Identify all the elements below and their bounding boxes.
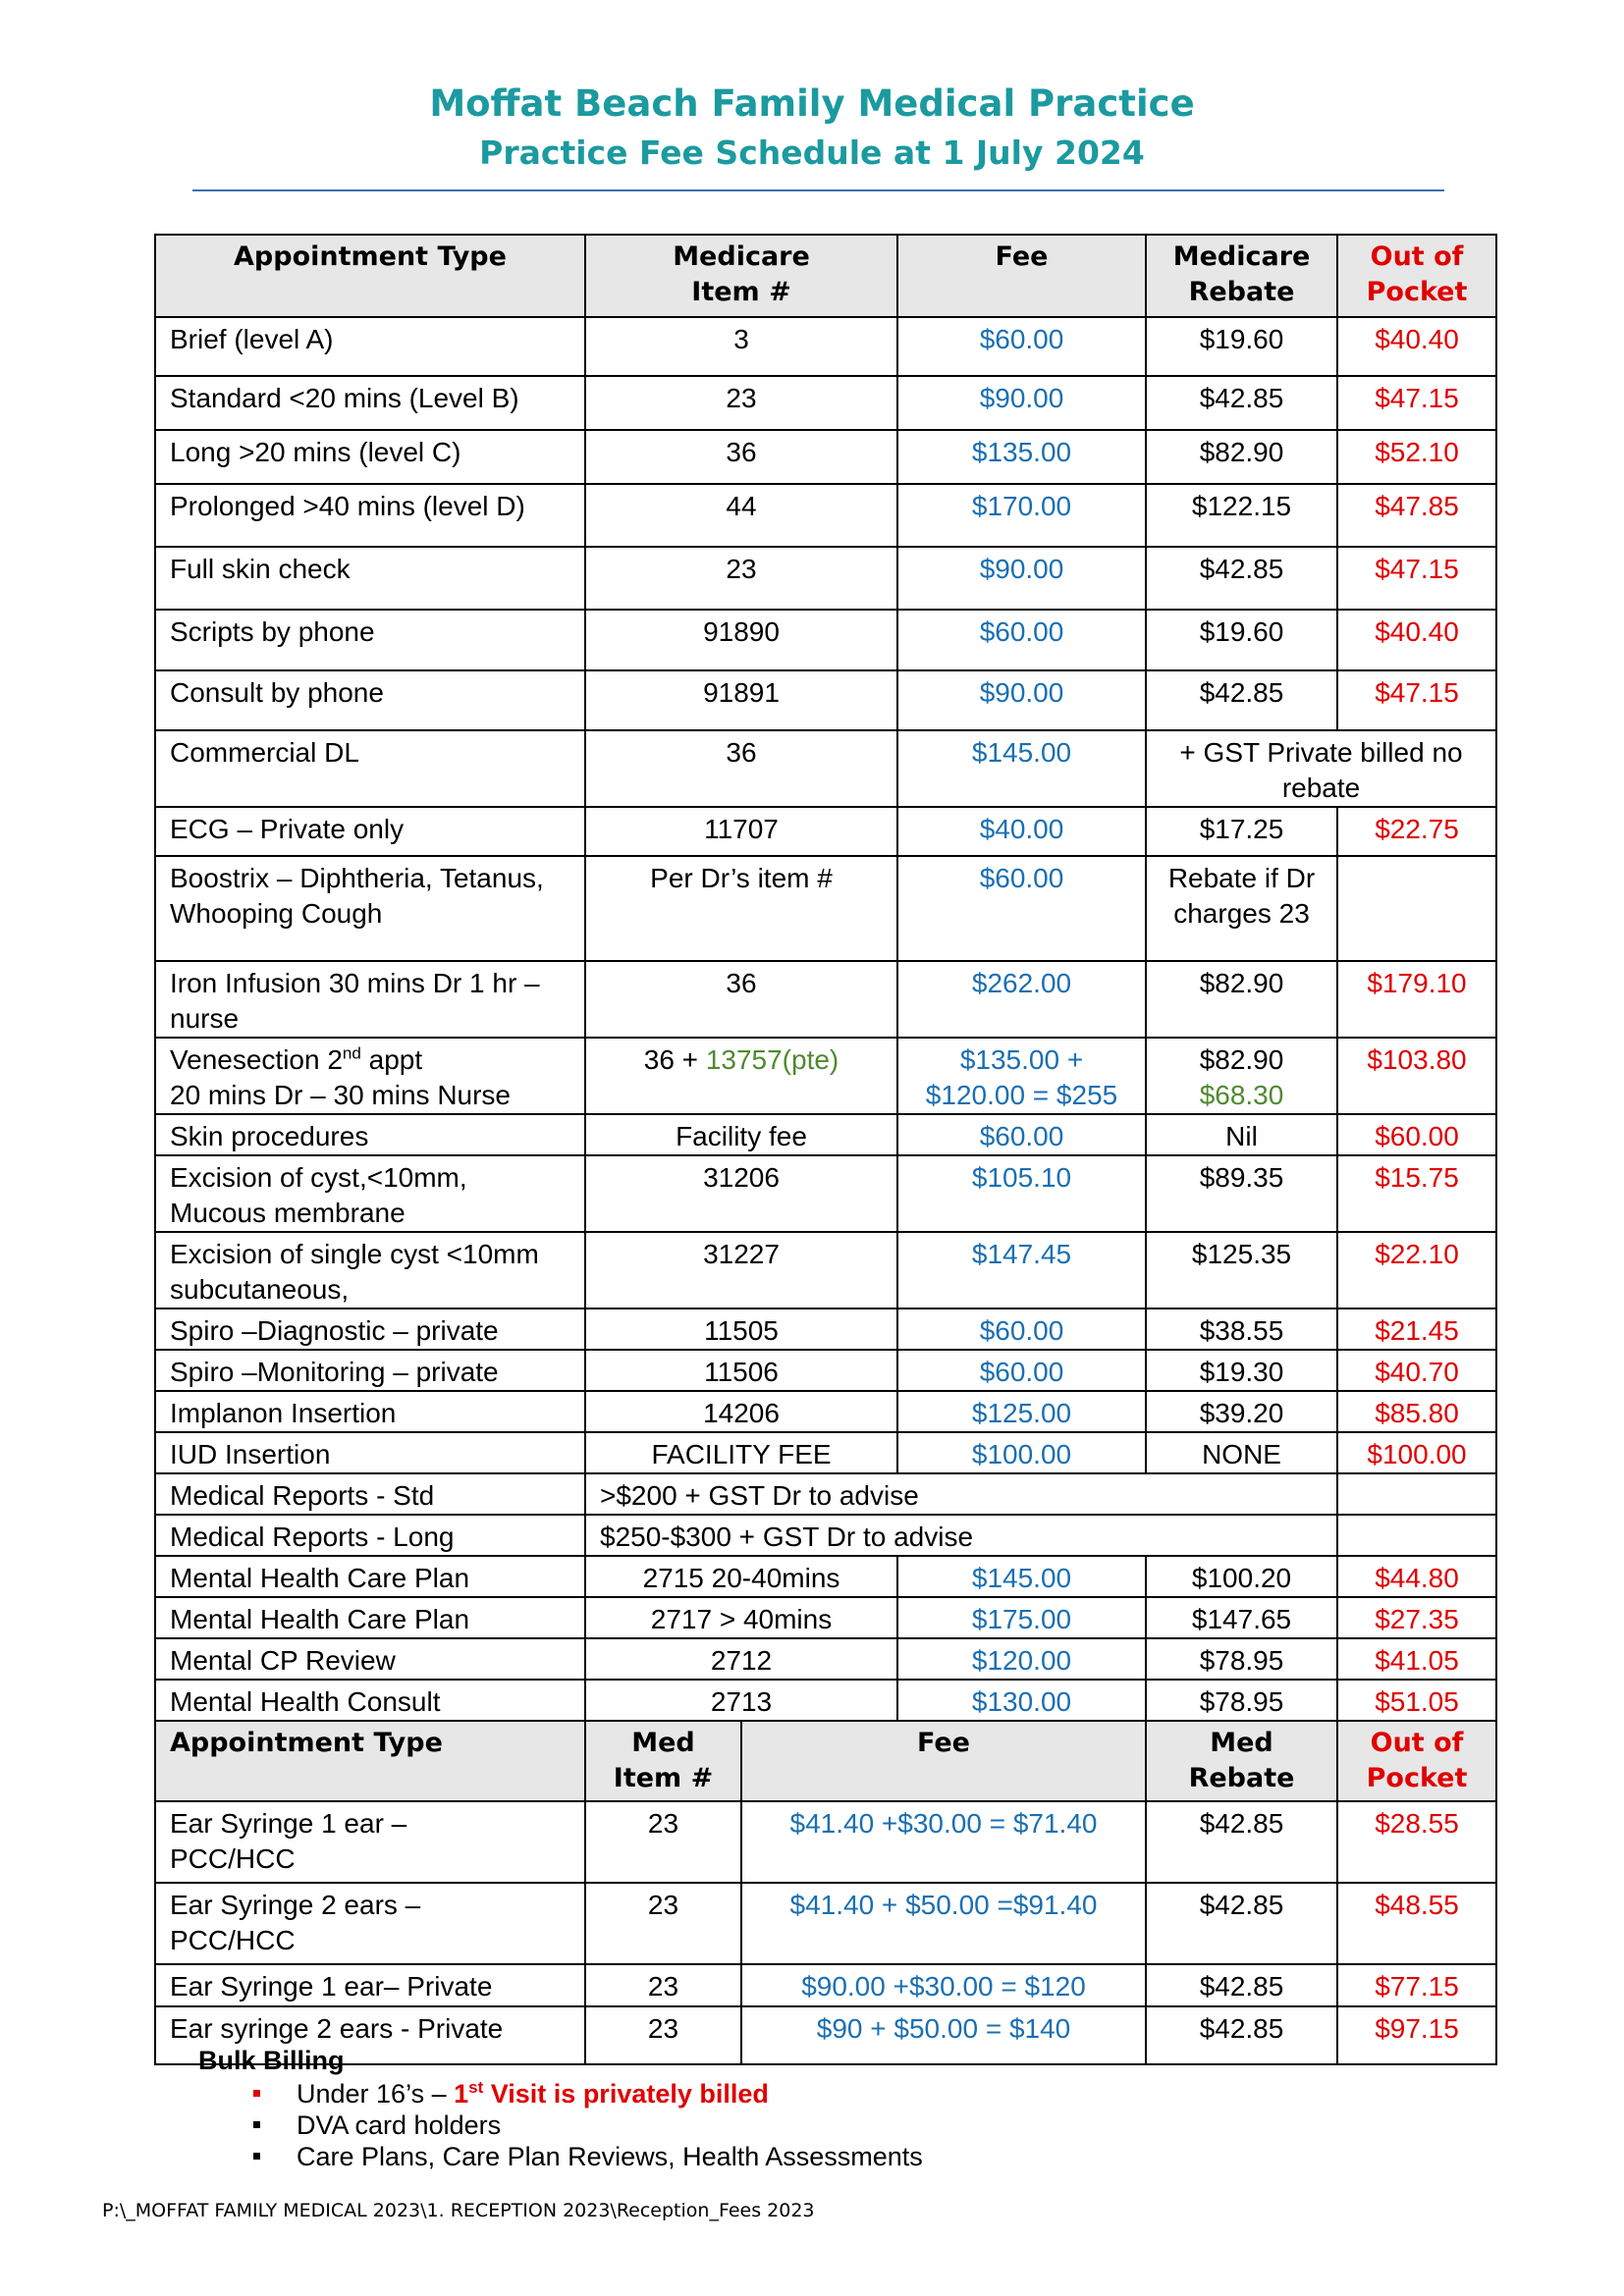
table-row: Mental CP Review 2712 $120.00 $78.95 $41.05 — [155, 1638, 1496, 1680]
table-row: Implanon Insertion 14206 $125.00 $39.20 $85.80 — [155, 1391, 1496, 1432]
table-header-row-2 — [155, 1721, 1496, 1801]
table-row: Medical Reports - Long $250-$300 + GST Dr to advise — [155, 1515, 1496, 1556]
col-header-item: Medicare Item # — [585, 235, 897, 317]
file-path-footer: P:\_MOFFAT FAMILY MEDICAL 2023\1. RECEPTION 2023\Reception_Fees 2023 — [102, 2200, 815, 2221]
table-row: Spiro –Monitoring – private 11506 $60.00 $19.30 $40.70 — [155, 1350, 1496, 1391]
col-header-rebate-2: Med Rebate — [1146, 1721, 1337, 1801]
fee-schedule-table — [154, 234, 1497, 2065]
table-row: IUD Insertion FACILITY FEE $100.00 NONE $100.00 — [155, 1432, 1496, 1473]
table-row: Excision of single cyst <10mm subcutaneous, 31227 $147.45 $125.35 $22.10 — [155, 1232, 1496, 1308]
col-header-type: Appointment Type — [155, 235, 585, 317]
table-row: Ear syringe 2 ears - Private 23 $90 + $50.00 = $140 $42.85 $97.15 — [155, 2006, 1496, 2064]
bullet-icon — [253, 2090, 260, 2097]
title-divider — [192, 189, 1444, 191]
table-row: Spiro –Diagnostic – private 11505 $60.00 $38.55 $21.45 — [155, 1308, 1496, 1350]
table-row: ECG – Private only 11707 $40.00 $17.25 $22.75 — [155, 807, 1496, 856]
col-header-fee: Fee — [897, 235, 1146, 317]
table-row: Prolonged >40 mins (level D) 44 $170.00 $122.15 $47.85 — [155, 484, 1496, 547]
table-row: Full skin check 23 $90.00 $42.85 $47.15 — [155, 547, 1496, 610]
table-row: Mental Health Care Plan 2717 > 40mins $175.00 $147.65 $27.35 — [155, 1597, 1496, 1638]
col-header-out-of-pocket: Out of Pocket — [1337, 235, 1496, 317]
col-header-item-2: Med Item # — [585, 1721, 741, 1801]
table-row: Excision of cyst,<10mm, Mucous membrane 31206 $105.10 $89.35 $15.75 — [155, 1155, 1496, 1232]
table-row: Iron Infusion 30 mins Dr 1 hr – nurse 36 $262.00 $82.90 $179.10 — [155, 961, 1496, 1038]
bullet-icon — [253, 2121, 260, 2128]
table-row: Medical Reports - Std >$200 + GST Dr to advise — [155, 1473, 1496, 1515]
bulk-billing-list — [198, 2078, 923, 2172]
table-row: Scripts by phone 91890 $60.00 $19.60 $40.40 — [155, 610, 1496, 670]
bulk-billing-section — [198, 2045, 923, 2172]
table-row: Ear Syringe 1 ear– Private 23 $90.00 +$30.00 = $120 $42.85 $77.15 — [155, 1964, 1496, 2006]
table-row: Standard <20 mins (Level B) 23 $90.00 $42.85 $47.15 — [155, 376, 1496, 430]
table-row: Skin procedures Facility fee $60.00 Nil $60.00 — [155, 1114, 1496, 1155]
table-row: Consult by phone 91891 $90.00 $42.85 $47.15 — [155, 670, 1496, 730]
table-row: Commercial DL 36 $145.00 + GST Private billed no rebate — [155, 730, 1496, 807]
table-row: Brief (level A) 3 $60.00 $19.60 $40.40 — [155, 317, 1496, 376]
table-row: Mental Health Consult 2713 $130.00 $78.95 $51.05 — [155, 1680, 1496, 1721]
bulk-billing-heading: Bulk Billing — [198, 2046, 345, 2075]
document-title — [0, 79, 1624, 177]
schedule-subtitle: Practice Fee Schedule at 1 July 2024 — [479, 133, 1145, 172]
col-header-type-2: Appointment Type — [155, 1721, 585, 1801]
list-item: Under 16’s – 1st Visit is privately billed — [297, 2078, 923, 2109]
table-row: Long >20 mins (level C) 36 $135.00 $82.90 $52.10 — [155, 430, 1496, 484]
table-row: Ear Syringe 2 ears – PCC/HCC 23 $41.40 + $50.00 =$91.40 $42.85 $48.55 — [155, 1883, 1496, 1964]
table-row: Boostrix – Diphtheria, Tetanus, Whooping Cough Per Dr’s item # $60.00 Rebate if Dr charges 23 — [155, 856, 1496, 961]
practice-name: Moffat Beach Family Medical Practice — [429, 82, 1195, 125]
list-item: Care Plans, Care Plan Reviews, Health Assessments — [297, 2141, 923, 2172]
col-header-rebate: Medicare Rebate — [1146, 235, 1337, 317]
table-row: Ear Syringe 1 ear – PCC/HCC 23 $41.40 +$30.00 = $71.40 $42.85 $28.55 — [155, 1801, 1496, 1883]
bullet-icon — [253, 2153, 260, 2160]
table-header-row — [155, 235, 1496, 317]
list-item: DVA card holders — [297, 2109, 923, 2141]
table-row: Venesection 2nd appt 20 mins Dr – 30 mins Nurse 36 + 13757(pte) $135.00 + $120.00 = $255 $82.90 $68.30 $103.80 — [155, 1038, 1496, 1114]
table-row: Mental Health Care Plan 2715 20-40mins $145.00 $100.20 $44.80 — [155, 1556, 1496, 1597]
col-header-out-of-pocket-2: Out of Pocket — [1337, 1721, 1496, 1801]
col-header-fee-2: Fee — [741, 1721, 1146, 1801]
